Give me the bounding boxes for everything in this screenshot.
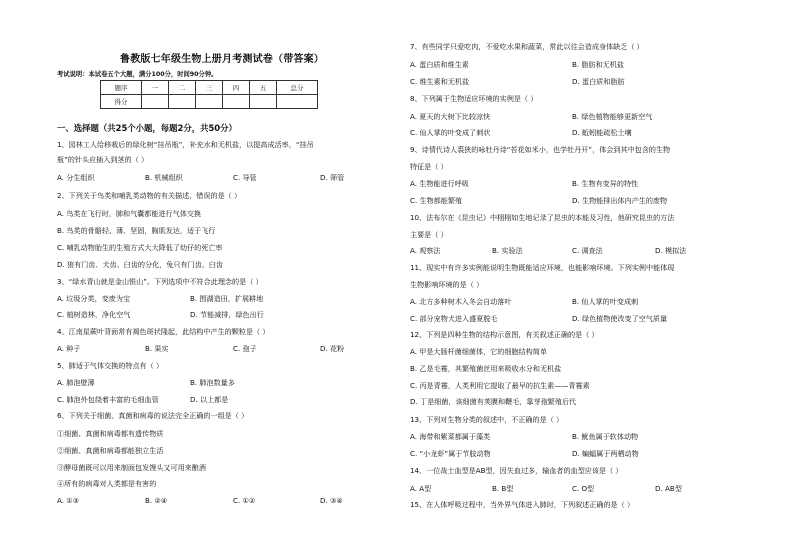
- score-table: [100, 80, 318, 109]
- answer-option: A. A型: [410, 484, 432, 493]
- answer-option: B. 仙人掌的叶变成刺: [572, 297, 639, 306]
- answer-option: D. 生物能排出体内产生的废物: [572, 196, 668, 205]
- question-text: 12、下列是四种生物的结构示意图，有关叙述正确的是（ ）: [410, 330, 599, 339]
- answer-option: B. 实验法: [492, 246, 523, 255]
- score-cell[interactable]: [196, 95, 223, 109]
- answer-option: C. 部分宠物犬进入盛夏脱毛: [410, 314, 498, 323]
- statement-item: ①细菌、真菌和病毒都有遗传物质: [57, 429, 164, 438]
- answer-option: A. 鸟类在飞行时，肺和气囊都能进行气体交换: [57, 209, 202, 218]
- answer-option: C. 调查法: [572, 246, 603, 255]
- answer-option: B. 生物有变异的特性: [572, 179, 639, 188]
- score-table-header-row: [101, 81, 318, 95]
- question-text: 7、有些同学只爱吃肉，不爱吃水果和蔬菜，常此以往会造成身体缺乏（ ）: [410, 42, 644, 51]
- answer-option: D. 蚯蚓能疏松土壤: [572, 128, 632, 137]
- question-text: 4、江南星蕨叶背面常有褐色斑状隆起，此结构中产生的颗粒是（ ）: [57, 327, 270, 336]
- answer-option: A. 北方多种树木入冬会自动落叶: [410, 297, 512, 306]
- exam-instructions: 考试说明：本试卷五个大题，满分100分，时间90分钟。: [57, 71, 218, 78]
- question-text: 14、一位战士血型是AB型，因失血过多，输血者的血型应该是（ ）: [410, 466, 623, 475]
- answer-option: D. 节能减排，绿色出行: [190, 310, 264, 319]
- score-cell[interactable]: [142, 95, 169, 109]
- answer-option: C. 植树造林，净化空气: [57, 310, 131, 319]
- question-text: 13、下列对生物分类的叙述中，不正确的是（ ）: [410, 415, 564, 424]
- answer-option: A. 生物能进行呼吸: [410, 179, 469, 188]
- question-text: 6、下列关于细菌、真菌和病毒的说法完全正确的一组是（ ）: [57, 411, 249, 420]
- question-text: 2、下列关于鸟类和哺乳类动物的有关描述，错误的是（ ）: [57, 191, 242, 200]
- answer-option: D. 蝙蝠属于两栖动物: [572, 449, 639, 458]
- answer-option: A. ①③: [57, 496, 79, 505]
- question-text: 3、“绿水青山就是金山银山”。下列选项中不符合此理念的是（ ）: [57, 277, 263, 286]
- answer-option: B. ②④: [145, 496, 168, 505]
- answer-option: C. 哺乳动物胎生的生殖方式大大降低了幼仔的死亡率: [57, 243, 223, 252]
- answer-option: A. 分生组织: [57, 173, 95, 182]
- question-text: 主要是（ ）: [410, 230, 448, 239]
- score-cell[interactable]: [250, 95, 277, 109]
- question-text: 特征是（ ）: [410, 162, 448, 171]
- answer-option: A. 垃圾分类，变废为宝: [57, 294, 131, 303]
- answer-option: D. AB型: [655, 484, 682, 493]
- score-cell: 五: [250, 81, 277, 95]
- question-text: 10、法布尔在《昆虫记》中栩栩如生地记录了昆虫的本能及习性，他研究昆虫的方法: [410, 213, 675, 222]
- answer-option: D. 以上都是: [190, 395, 229, 404]
- answer-option: A. 蛋白质和维生素: [410, 60, 469, 69]
- answer-option: C. 孢子: [233, 344, 257, 353]
- answer-option: A. 观察法: [410, 246, 441, 255]
- score-cell: 得分: [101, 95, 142, 109]
- question-text: 9、诗情代诗人裘狭的咏牡丹诗“苔花如米小，也学牡丹开”，体会到其中包含的生物: [410, 145, 671, 154]
- statement-item: ③酵母菌既可以用来制面包发馒头又可用来酿酒: [57, 463, 206, 472]
- answer-option: B. 乙是毛霉，其繁殖菌丝用来吸收水分和无机盐: [410, 364, 562, 373]
- score-cell[interactable]: [277, 95, 318, 109]
- question-text: 5、肺适于气体交换的特点有（ ）: [57, 361, 164, 370]
- answer-option: C. 维生素和无机盐: [410, 77, 470, 86]
- answer-option: D. 筛管: [320, 173, 345, 182]
- answer-option: D. 花粉: [320, 344, 345, 353]
- answer-option: C. 仙人掌的叶变成了刺状: [410, 128, 491, 137]
- score-cell[interactable]: [223, 95, 250, 109]
- answer-option: B. 脂肪和无机盐: [572, 60, 624, 69]
- answer-option: A. 肺泡壁薄: [57, 378, 95, 387]
- score-cell: 一: [142, 81, 169, 95]
- answer-option: A. 甲是大肠杆菌细菌体，它的细胞结构简单: [410, 347, 547, 356]
- answer-option: C. 导管: [233, 173, 257, 182]
- answer-option: A. 夏天的大树下比较凉快: [410, 112, 491, 121]
- page-title: 鲁教版七年级生物上册月考测试卷（带答案）: [120, 54, 324, 65]
- score-cell: 总分: [277, 81, 318, 95]
- answer-option: A. 种子: [57, 344, 81, 353]
- question-text: 瓶”的针头应插入到茎的（ ）: [57, 155, 149, 164]
- statement-item: ②细菌、真菌和病毒都能独立生活: [57, 446, 164, 455]
- answer-option: C. 肺泡外包绕着丰富的毛细血管: [57, 395, 159, 404]
- answer-option: C. 生物都能繁殖: [410, 196, 463, 205]
- answer-option: D. 模拟法: [655, 246, 687, 255]
- answer-option: B. 围湖造田，扩展耕地: [190, 294, 264, 303]
- statement-item: ④所有的病毒对人类都是有害的: [57, 479, 157, 488]
- answer-option: B. 肺泡数量多: [190, 378, 235, 387]
- answer-option: D. ③④: [320, 496, 343, 505]
- question-text: 生物影响环境的是（ ）: [410, 280, 484, 289]
- answer-option: D. 绿色植物使改变了空气质量: [572, 314, 668, 323]
- answer-option: D. 狼有门齿、犬齿、臼齿的分化，兔只有门齿、臼齿: [57, 260, 224, 269]
- answer-option: D. 蛋白质和脂肪: [572, 77, 625, 86]
- answer-option: B. B型: [492, 484, 514, 493]
- answer-option: B. 果实: [145, 344, 169, 353]
- question-text: 11、现实中有许多实例能说明生物既能适应环境，也能影响环境。下列实例中能体现: [410, 263, 675, 272]
- answer-option: D. 丁是细菌，该细菌有荚膜和鞭毛，靠芽孢繁殖后代: [410, 397, 577, 406]
- score-table-score-row: [101, 95, 318, 109]
- score-cell: 三: [196, 81, 223, 95]
- answer-option: B. 机械组织: [145, 173, 183, 182]
- question-text: 1、园林工人给移栽后的绿化树“挂吊瓶”，补充水和无机盐，以提高成活率，“挂吊: [57, 140, 314, 149]
- score-cell: 题序: [101, 81, 142, 95]
- answer-option: A. 海带和紫菜都属于藻类: [410, 432, 491, 441]
- answer-option: C. ①②: [233, 496, 256, 505]
- answer-option: B. 鱿鱼属于软体动物: [572, 432, 639, 441]
- score-cell: 二: [169, 81, 196, 95]
- answer-option: C. “小龙虾”属于节肢动物: [410, 449, 491, 458]
- question-text: 8、下列属于生物适应环境的实例是（ ）: [410, 94, 538, 103]
- answer-option: B. 鸟类的骨骼轻、薄、坚固，胸肌发达，适于飞行: [57, 226, 216, 235]
- score-cell[interactable]: [169, 95, 196, 109]
- section-heading: 一、选择题（共25个小题，每题2分，共50分）: [57, 123, 237, 133]
- answer-option: B. 绿色植物能够更新空气: [572, 112, 653, 121]
- answer-option: C. O型: [572, 484, 595, 493]
- score-cell: 四: [223, 81, 250, 95]
- answer-option: C. 丙是青霉，人类利用它提取了最早的抗生素——青霉素: [410, 381, 590, 390]
- question-text: 15、在人体呼吸过程中，当外界气体进入肺时，下列叙述正确的是（ ）: [410, 500, 635, 509]
